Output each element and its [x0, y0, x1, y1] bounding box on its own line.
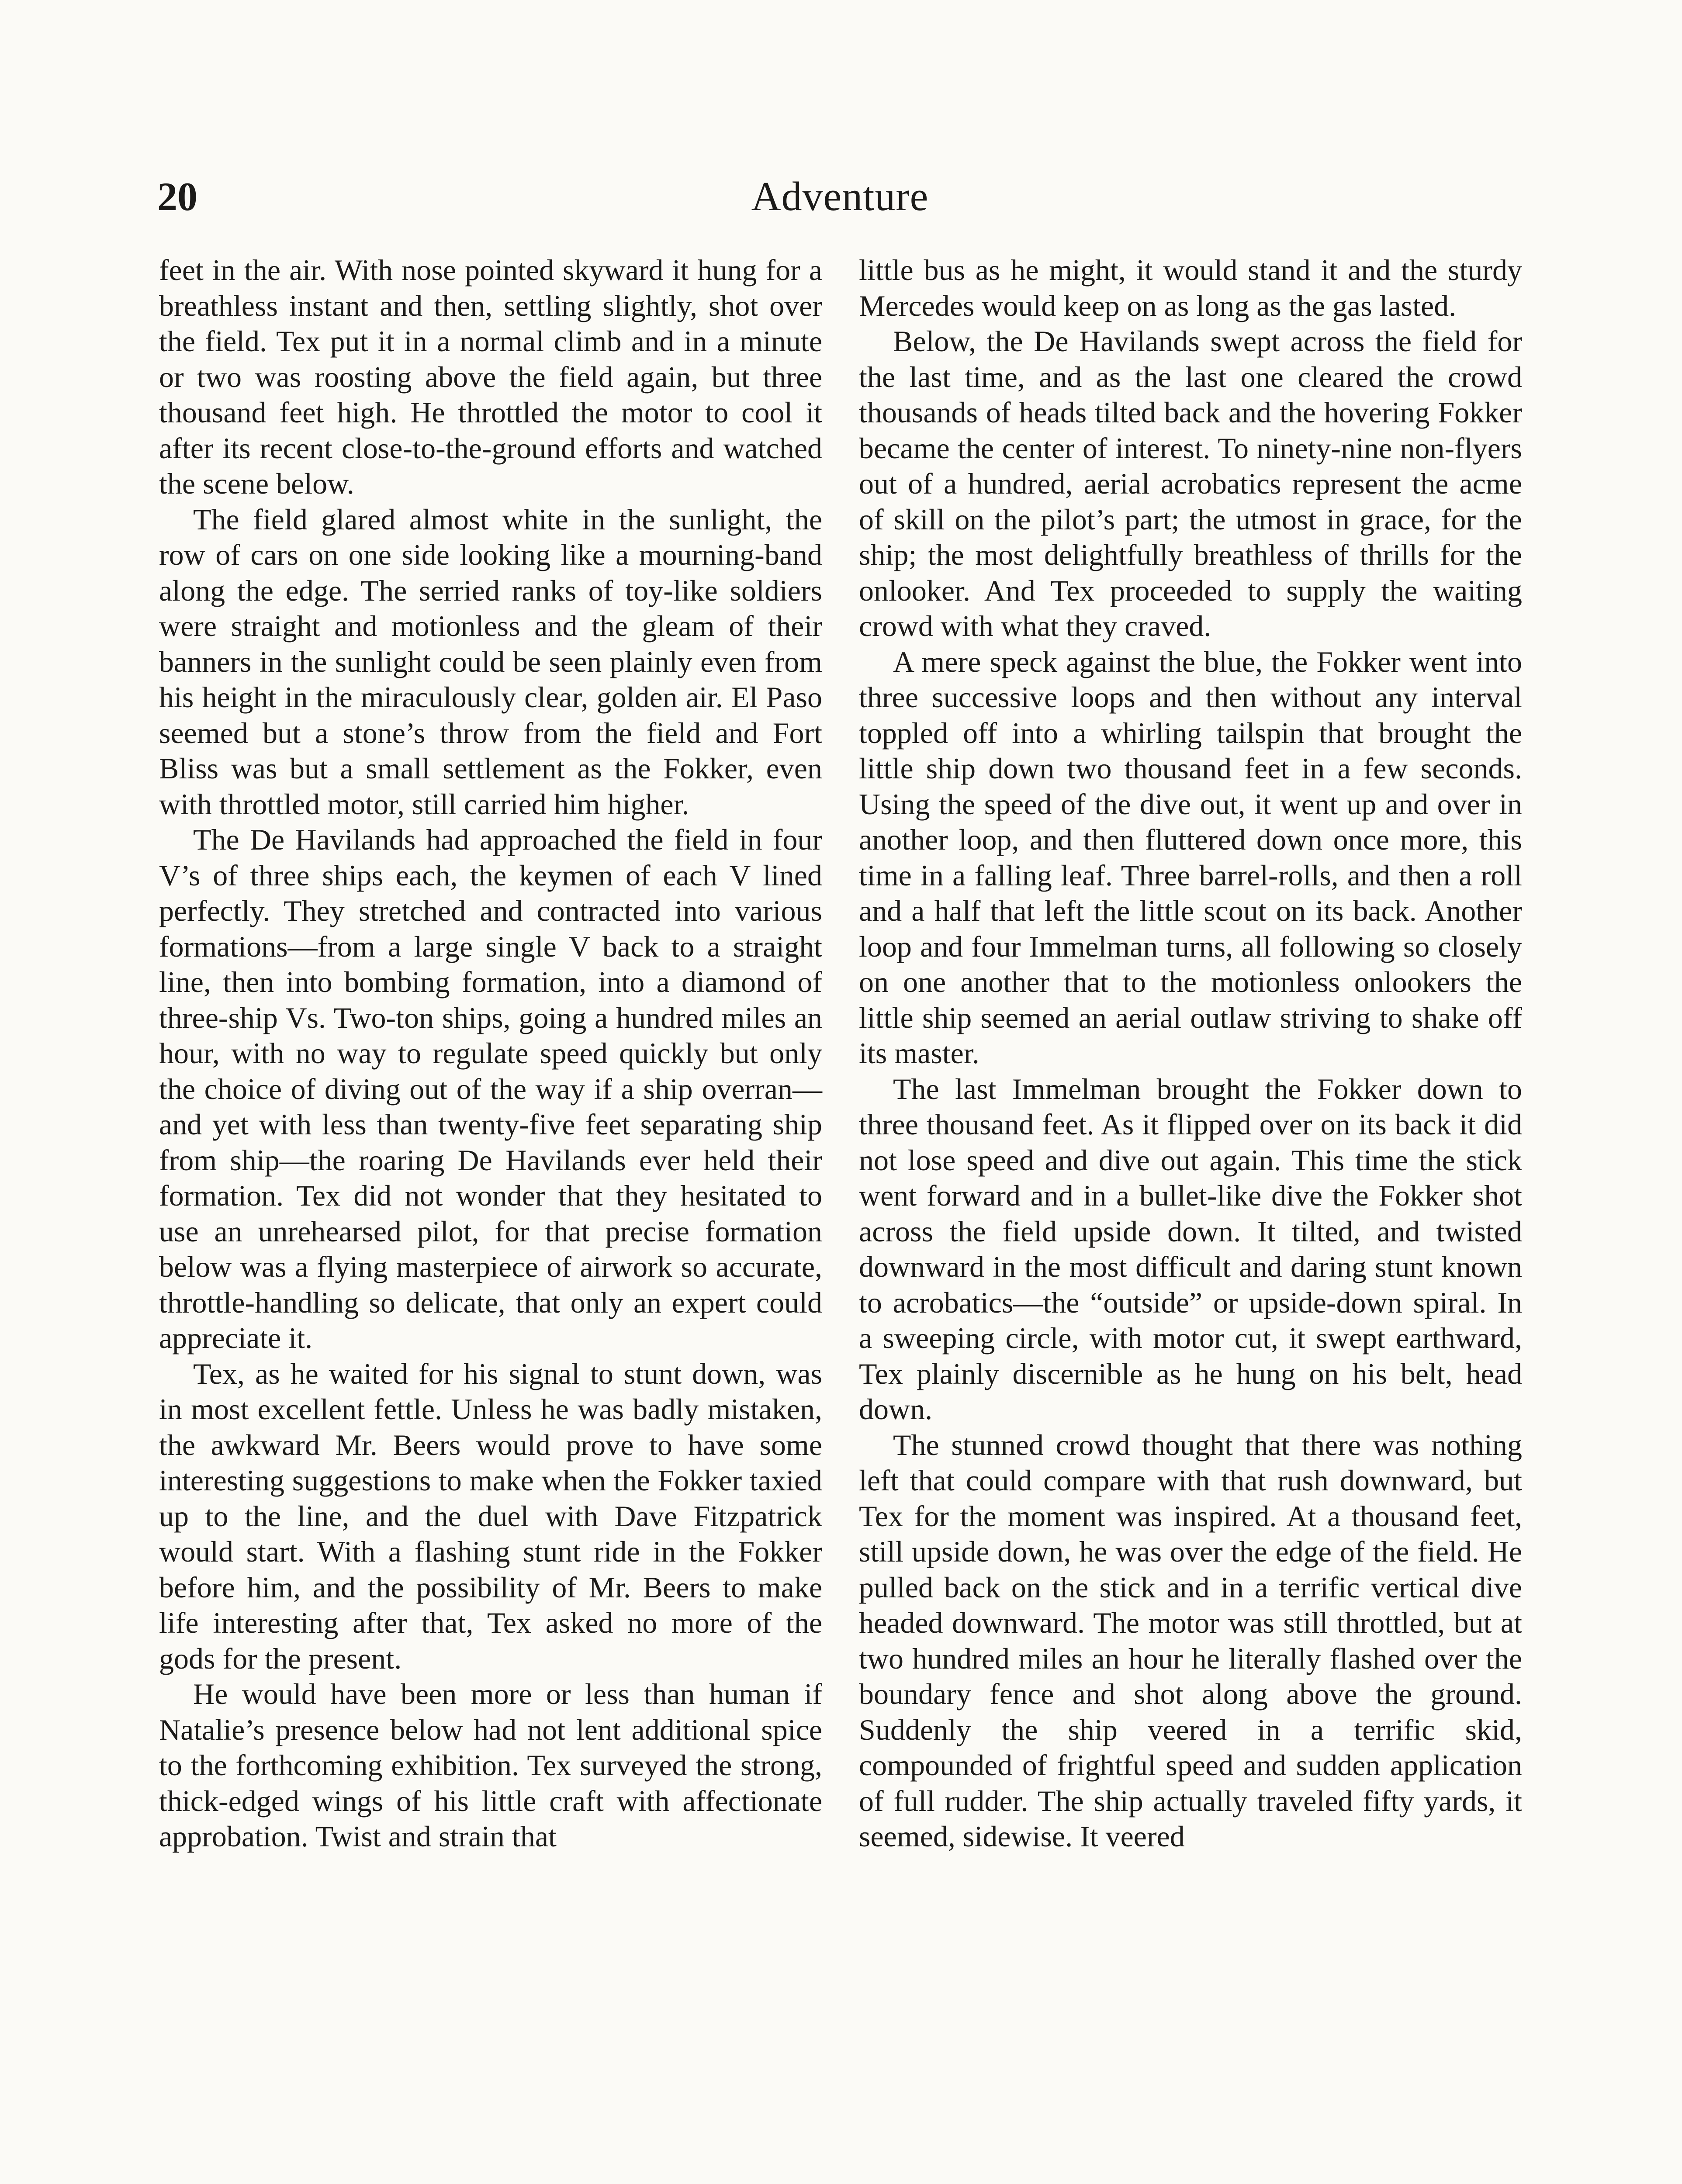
running-title: Adventure — [751, 174, 929, 219]
paragraph: The De Havilands had approached the field in four V’s of three ships each, the keymen of each V lined perfectly. They stretched and contracted into various formations—from a large single V back to a straight line, then into bombing formation, into a diamond of three-ship Vs. Two-ton ships, going a hundred miles an hour, with no way to regulate speed quickly but only the choice of diving out of the way if a ship overran—and yet with less than twenty-five feet separating ship from ship—the roaring De Havilands ever held their formation. Tex did not wonder that they hesitated to use an unrehearsed pilot, for that precise formation below was a flying masterpiece of airwork so accurate, throttle-handling so delicate, that only an expert could appreciate it. — [159, 823, 822, 1355]
paragraph: Below, the De Havilands swept across the field for the last time, and as the last one cleared the crowd thousands of heads tilted back and the hovering Fokker became the center of interest. To ninety-nine non-flyers out of a hundred, aerial acrobatics represent the acme of skill on the pilot’s part; the utmost in grace, for the ship; the most delightfully breathless of thrills for the onlooker. And Tex proceeded to supply the waiting crowd with what they craved. — [859, 325, 1522, 643]
page-header — [157, 168, 1523, 225]
page-number: 20 — [157, 174, 197, 219]
paragraph: The field glared almost white in the sunlight, the row of cars on one side looking like a mourning-band along the edge. The serried ranks of toy-like soldiers were straight and motionless and the gleam of their banners in the sunlight could be seen plainly even from his height in the miraculously clear, golden air. El Paso seemed but a stone’s throw from the field and Fort Bliss was but a small settlement as the Fokker, even with throttled motor, still carried him higher. — [159, 502, 822, 821]
paragraph: feet in the air. With nose pointed skyward it hung for a breathless instant and then, settling slightly, shot over the field. Tex put it in a normal climb and in a minute or two was roosting above the field again, but three thousand feet high. He throttled the motor to cool it after its recent close-to-the-ground efforts and watched the scene below. — [159, 253, 822, 500]
right-column — [859, 252, 1522, 1855]
paragraph: He would have been more or less than human if Natalie’s presence below had not lent additional spice to the forthcoming exhibition. Tex surveyed the strong, thick-edged wings of his little craft with affectionate approbation. Twist and strain that — [159, 1677, 822, 1853]
paragraph: little bus as he might, it would stand it and the sturdy Mercedes would keep on as long as the gas lasted. — [859, 253, 1522, 322]
left-column — [159, 252, 822, 1855]
paragraph: The stunned crowd thought that there was nothing left that could compare with that rush downward, but Tex for the moment was inspired. At a thousand feet, still upside down, he was over the edge of the field. He pulled back on the stick and in a terrific vertical dive headed downward. The motor was still throttled, but at two hundred miles an hour he literally flashed over the boundary fence and shot along above the ground. Suddenly the ship veered in a terrific skid, compounded of frightful speed and sudden application of full rudder. The ship actually traveled fifty yards, it seemed, sidewise. It veered — [859, 1428, 1522, 1853]
paragraph: The last Immelman brought the Fokker down to three thousand feet. As it flipped over on its back it did not lose speed and dive out again. This time the stick went forward and in a bullet-like dive the Fokker shot across the field upside down. It tilted, and twisted downward in the most difficult and daring stunt known to acrobatics—the “outside” or upside-down spiral. In a sweeping circle, with motor cut, it swept earthward, Tex plainly discernible as he hung on his belt, head down. — [859, 1072, 1522, 1426]
paragraph: A mere speck against the blue, the Fokker went into three successive loops and then without any interval toppled off into a whirling tailspin that brought the little ship down two thousand feet in a few seconds. Using the speed of the dive out, it went up and over in another loop, and then fluttered down once more, this time in a falling leaf. Three barrel-rolls, and then a roll and a half that left the little scout on its back. Another loop and four Immelman turns, all following so closely on one another that to the motionless onlookers the little ship seemed an aerial outlaw striving to shake off its master. — [859, 645, 1522, 1070]
paragraph: Tex, as he waited for his signal to stunt down, was in most excellent fettle. Unless he was badly mistaken, the awkward Mr. Beers would prove to have some interesting suggestions to make when the Fokker taxied up to the line, and the duel with Dave Fitzpatrick would start. With a flashing stunt ride in the Fokker before him, and the possibility of Mr. Beers to make life interesting after that, Tex asked no more of the gods for the present. — [159, 1357, 822, 1675]
